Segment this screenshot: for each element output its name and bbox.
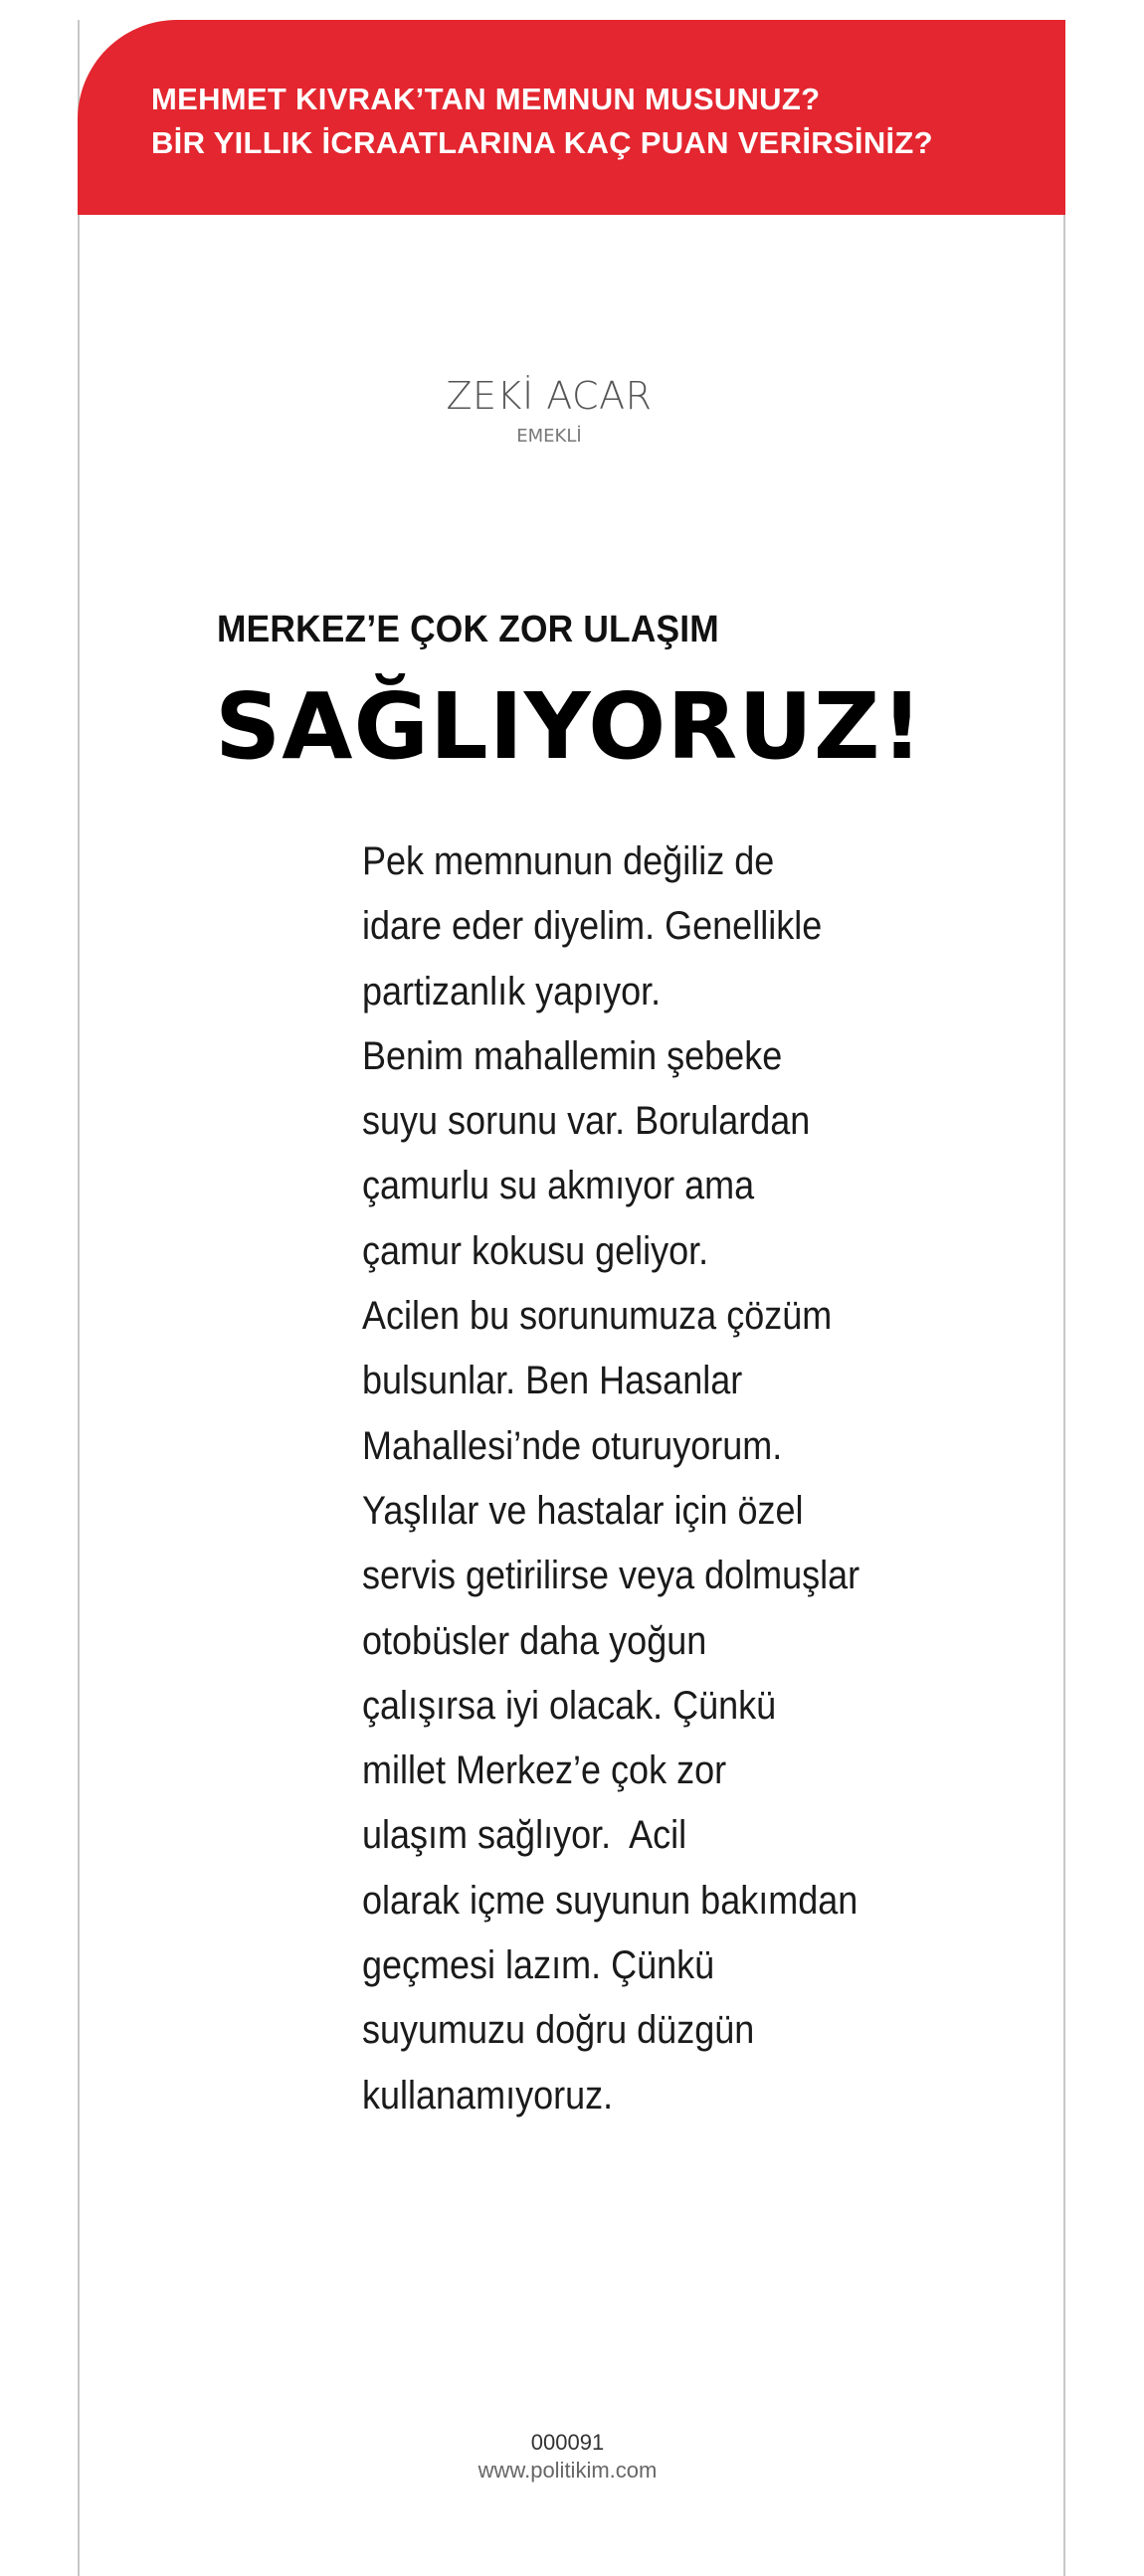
body-line: çalışırsa iyi olacak. Çünkü xyxy=(362,1683,777,1728)
body-line: kullanamıyoruz. xyxy=(362,2073,614,2117)
header-question-1: MEHMET KIVRAK’TAN MEMNUN MUSUNUZ? xyxy=(151,82,821,116)
footer-code: 000091 xyxy=(530,2430,605,2455)
headline-kicker: MERKEZ’E ÇOK ZOR ULAŞIM xyxy=(217,609,719,650)
body-line: geçmesi lazım. Çünkü xyxy=(362,1943,715,1988)
body-line: çamur kokusu geliyor. xyxy=(362,1228,709,1273)
body-line: suyu sorunu var. Borulardan xyxy=(362,1099,811,1144)
body-line: Acilen bu sorunumuza çözüm xyxy=(362,1294,833,1339)
body-line: bulsunlar. Ben Hasanlar xyxy=(362,1359,743,1403)
footer xyxy=(78,2429,1065,2484)
body-line: idare eder diyelim. Genellikle xyxy=(362,904,823,949)
body-text xyxy=(362,829,959,2128)
body-line: Pek memnunun değiliz de xyxy=(362,839,775,883)
body-line: Benim mahallemin şebeke xyxy=(362,1033,783,1078)
body-line: Mahallesi’nde oturuyorum. xyxy=(362,1423,783,1468)
body-line: Yaşlılar ve hastalar için özel xyxy=(362,1488,804,1533)
body-line: suyumuzu doğru düzgün xyxy=(362,2008,755,2053)
body-line: millet Merkez’e çok zor xyxy=(362,1748,727,1793)
header-question-2: BİR YILLIK İCRAATLARINA KAÇ PUAN VERİRSİNİZ? xyxy=(151,125,933,160)
body-line: çamurlu su akmıyor ama xyxy=(362,1164,755,1208)
person-block xyxy=(78,368,1065,450)
person-name: ZEKİ ACAR xyxy=(446,374,653,418)
body-line: ulaşım sağlıyor. Acil xyxy=(362,1813,687,1858)
body-line: olarak içme suyunun bakımdan xyxy=(362,1878,858,1923)
body-line: partizanlık yapıyor. xyxy=(362,969,662,1013)
headline-title: SAĞLIYORUZ! xyxy=(215,673,924,780)
header-banner xyxy=(78,20,1065,215)
body-line: servis getirilirse veya dolmuşlar xyxy=(362,1554,860,1598)
person-role: EMEKLİ xyxy=(516,426,582,447)
body-line: otobüsler daha yoğun xyxy=(362,1618,707,1663)
footer-url[interactable]: www.politikim.com xyxy=(477,2458,658,2483)
